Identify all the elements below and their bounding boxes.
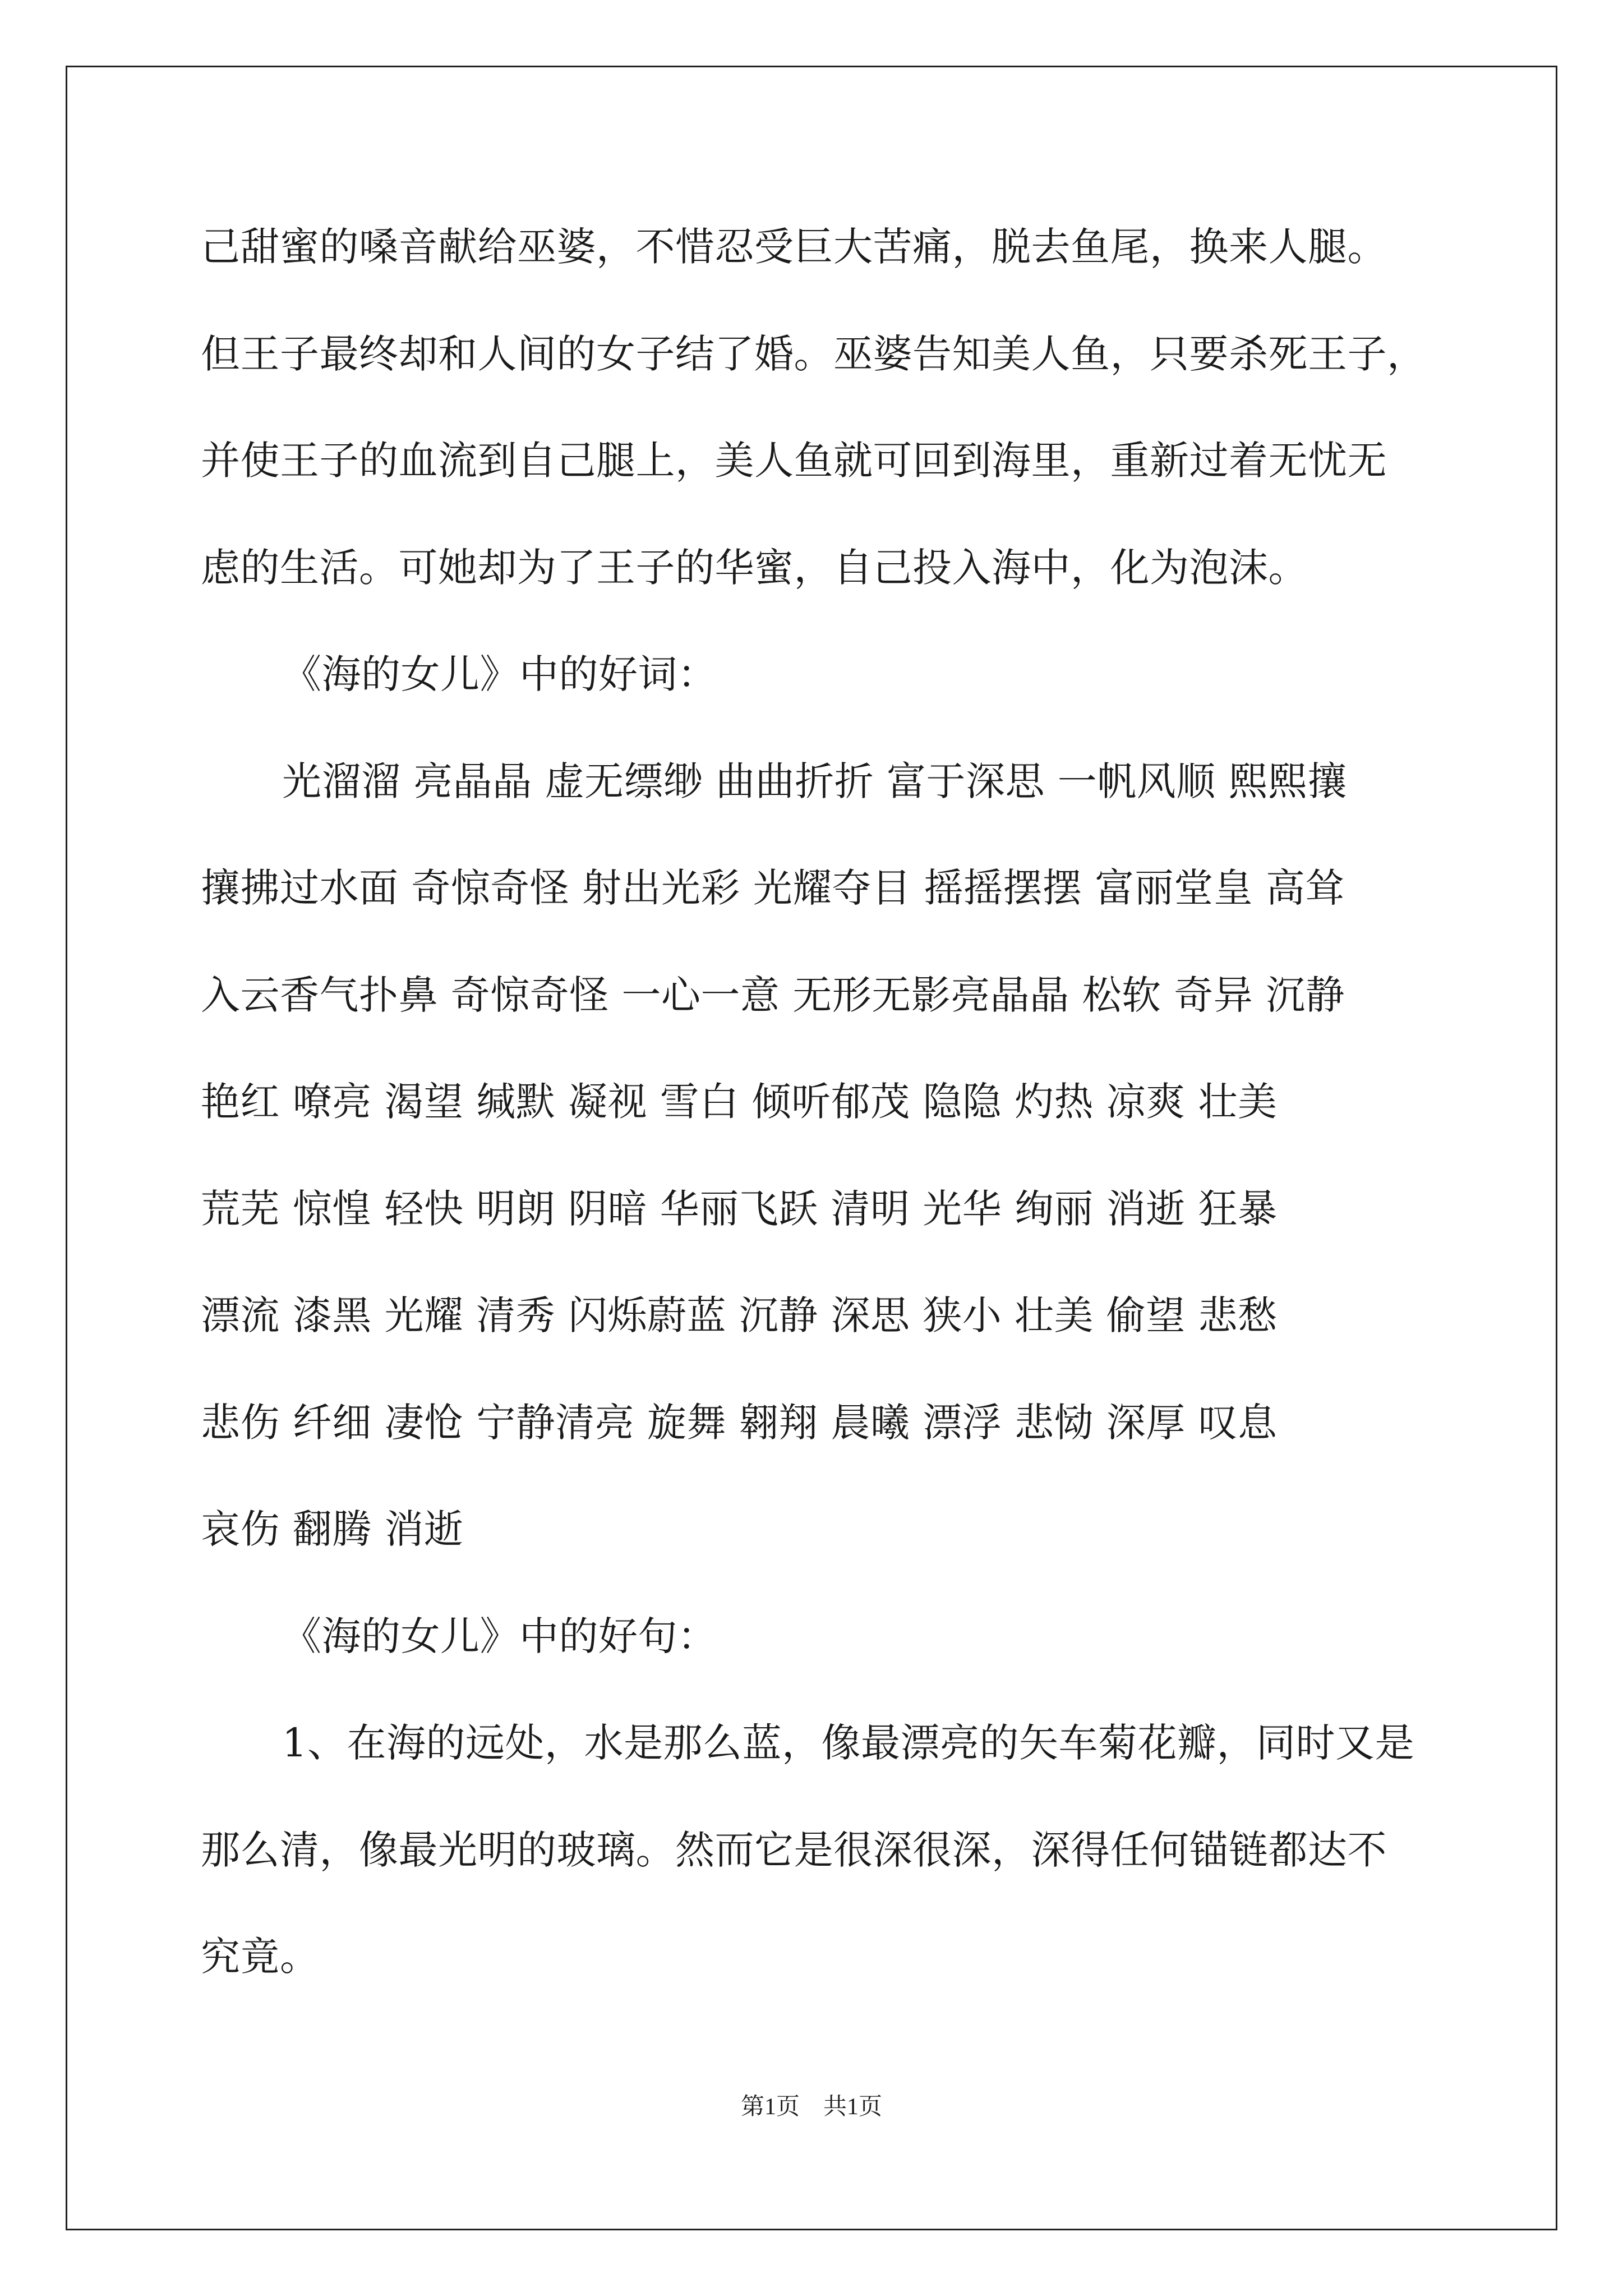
word-list-line: 艳红 嘹亮 渴望 缄默 凝视 雪白 倾听郁茂 隐隐 灼热 凉爽 壮美 — [201, 1079, 1278, 1125]
word-list-line: 光溜溜 亮晶晶 虚无缥缈 曲曲折折 富于深思 一帆风顺 熙熙攘 — [282, 758, 1348, 804]
page-footer: 第1页 共1页 — [740, 2094, 882, 2120]
word-list-line: 悲伤 纤细 凄怆 宁静清亮 旋舞 翱翔 晨曦 漂浮 悲恸 深厚 叹息 — [201, 1399, 1278, 1446]
section-heading-good-sentences: 《海的女儿》中的好句： — [282, 1613, 717, 1659]
word-list-line: 哀伤 翻腾 消逝 — [201, 1506, 464, 1552]
text-line: 己甜蜜的嗓音献给巫婆，不惜忍受巨大苦痛，脱去鱼尾，换来人腿。 — [201, 224, 1387, 270]
section-heading-good-words: 《海的女儿》中的好词： — [282, 651, 717, 697]
sentence-line: 1、在海的远处，水是那么蓝，像最漂亮的矢车菊花瓣，同时又是 — [282, 1720, 1415, 1766]
document-body — [201, 194, 1426, 2010]
text-line: 但王子最终却和人间的女子结了婚。巫婆告知美人鱼，只要杀死王子， — [201, 330, 1427, 377]
text-line: 并使王子的血流到自己腿上，美人鱼就可回到海里，重新过着无忧无 — [201, 438, 1387, 484]
word-list-line: 漂流 漆黑 光耀 清秀 闪烁蔚蓝 沉静 深思 狭小 壮美 偷望 悲愁 — [201, 1292, 1278, 1338]
word-list-line: 攘拂过水面 奇惊奇怪 射出光彩 光耀夺目 摇摇摆摆 富丽堂皇 高耸 — [201, 865, 1345, 911]
word-list-line: 荒芜 惊惶 轻快 明朗 阴暗 华丽飞跃 清明 光华 绚丽 消逝 狂暴 — [201, 1185, 1278, 1232]
word-list-line: 入云香气扑鼻 奇惊奇怪 一心一意 无形无影亮晶晶 松软 奇异 沉静 — [201, 972, 1345, 1018]
sentence-line: 究竟。 — [201, 1934, 320, 1980]
text-line: 虑的生活。可她却为了王子的华蜜，自己投入海中，化为泡沫。 — [201, 544, 1308, 591]
sentence-line: 那么清，像最光明的玻璃。然而它是很深很深，深得任何锚链都达不 — [201, 1826, 1387, 1873]
